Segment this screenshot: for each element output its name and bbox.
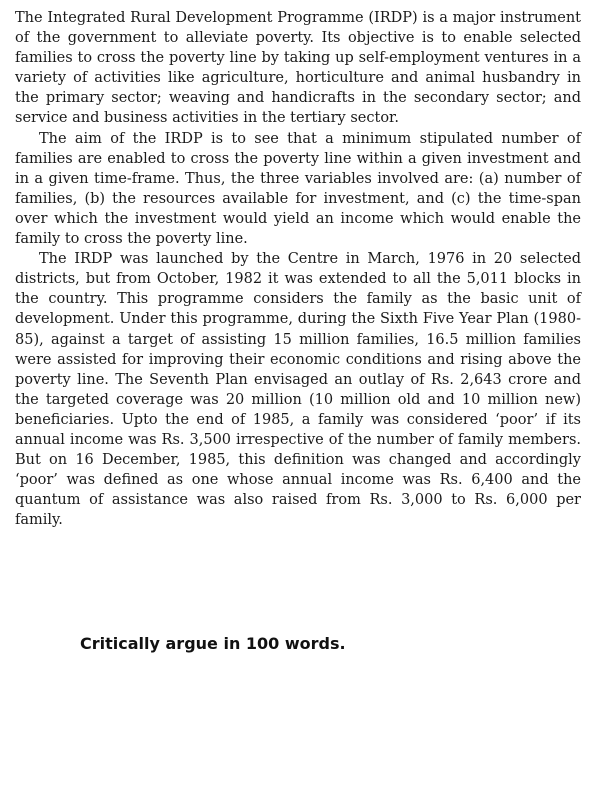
passage-text bbox=[15, 8, 581, 530]
paragraph-3: The IRDP was launched by the Centre in March, 1976 in 20 selected districts, but from October, 1982 it was extended to all the 5,011 blocks in the country. This programme considers the family as the basic unit of development. Under this programme, during the Sixth Five Year Plan (1980-85), against a target of assisting 15 million families, 16.5 million families were assisted for improving their economic conditions and rising above the poverty line. The Seventh Plan envisaged an outlay of Rs. 2,643 crore and the targeted coverage was 20 million (10 million old and 10 million new) beneficiaries. Upto the end of 1985, a family was considered ‘poor’ if its annual income was Rs. 3,500 irrespective of the number of family members. But on 16 December, 1985, this definition was changed and accordingly ‘poor’ was defined as one whose annual income was Rs. 6,400 and the quantum of assistance was also raised from Rs. 3,000 to Rs. 6,000 per family. bbox=[15, 251, 581, 529]
paragraph-1: The Integrated Rural Development Programme (IRDP) is a major instrument of the government to alleviate poverty. Its objective is to enable selected families to cross the poverty line by taking up self-employment ventures in a variety of activities like agriculture, horticulture and animal husbandry in the primary sector; weaving and handicrafts in the secondary sector; and service and business activities in the tertiary sector. bbox=[15, 10, 581, 127]
paragraph-2: The aim of the IRDP is to see that a minimum stipulated number of families are enabled to cross the poverty line within a given investment and in a given time-frame. Thus, the three variables involved are: (a) number of families, (b) the resources available for investment, and (c) the time-span over which the investment would yield an income which would enable the family to cross the poverty line. bbox=[15, 130, 581, 248]
question-instruction: Critically argue in 100 words. bbox=[80, 634, 346, 653]
